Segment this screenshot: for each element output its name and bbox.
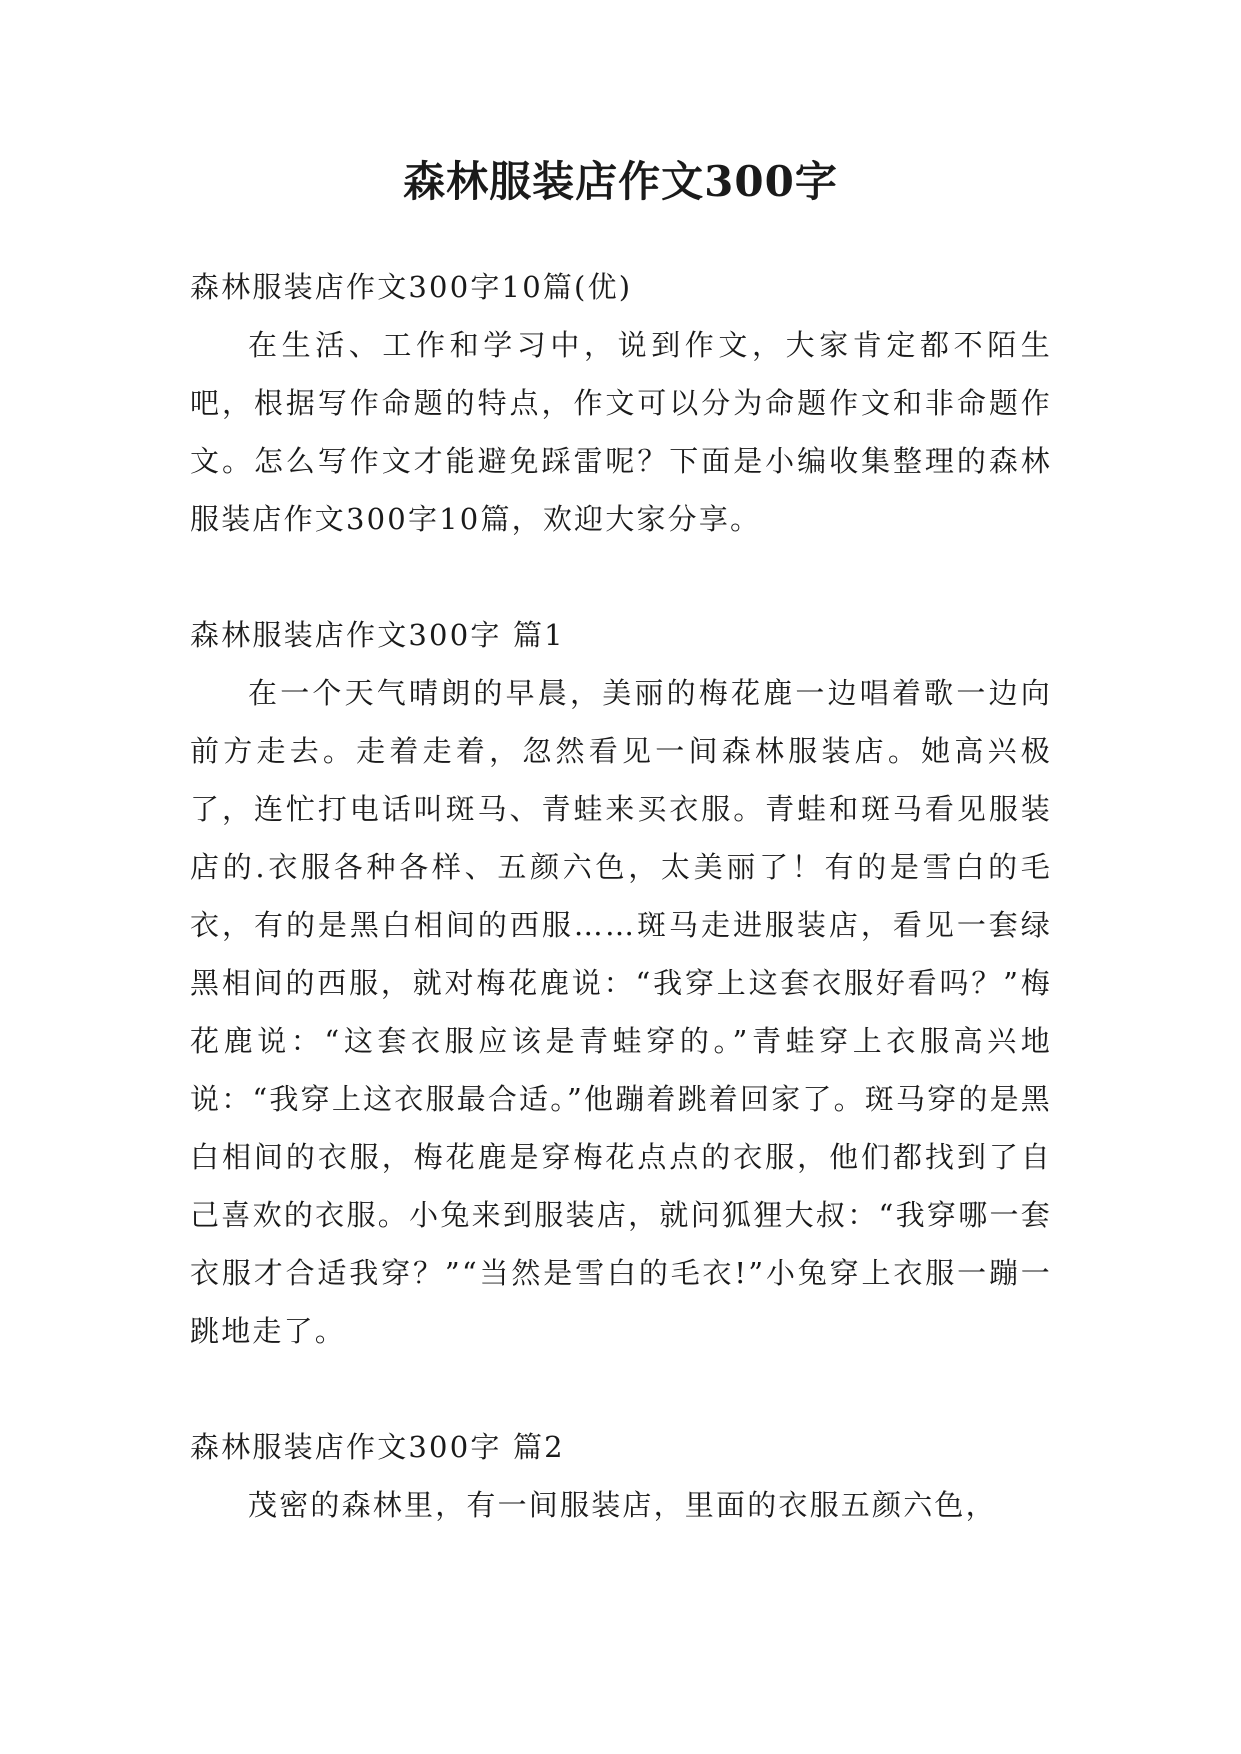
section-text-1: 在一个天气晴朗的早晨，美丽的梅花鹿一边唱着歌一边向前方走去。走着走着，忽然看见一间森林服装店。她高兴极了，连忙打电话叫斑马、青蛙来买衣服。青蛙和斑马看见服装店的.衣服各种各样、五颜六色，太美丽了！有的是雪白的毛衣，有的是黑白相间的西服……斑马走进服装店，看见一套绿黑相间的西服，就对梅花鹿说：“我穿上这套衣服好看吗？”梅花鹿说：“这套衣服应该是青蛙穿的。”青蛙穿上衣服高兴地说：“我穿上这衣服最合适。”他蹦着跳着回家了。斑马穿的是黑白相间的衣服，梅花鹿是穿梅花点点的衣服，他们都找到了自己喜欢的衣服。小兔来到服装店，就问狐狸大叔：“我穿哪一套衣服才合适我穿？”“当然是雪白的毛衣!”小兔穿上衣服一蹦一跳地走了。	[190, 676, 1052, 1348]
document-subtitle: 森林服装店作文300字10篇(优)	[190, 270, 633, 304]
section-heading-1: 森林服装店作文300字 篇1	[190, 618, 565, 652]
section-heading-2: 森林服装店作文300字 篇2	[190, 1430, 565, 1464]
document-title: 森林服装店作文300字	[403, 157, 838, 206]
intro-paragraph: 在生活、工作和学习中，说到作文，大家肯定都不陌生吧，根据写作命题的特点，作文可以分为命题作文和非命题作文。怎么写作文才能避免踩雷呢？下面是小编收集整理的森林服装店作文300字10篇，欢迎大家分享。	[190, 328, 1052, 536]
document-body	[190, 258, 1052, 1534]
section-text-2: 茂密的森林里，有一间服装店，里面的衣服五颜六色，	[248, 1488, 997, 1522]
